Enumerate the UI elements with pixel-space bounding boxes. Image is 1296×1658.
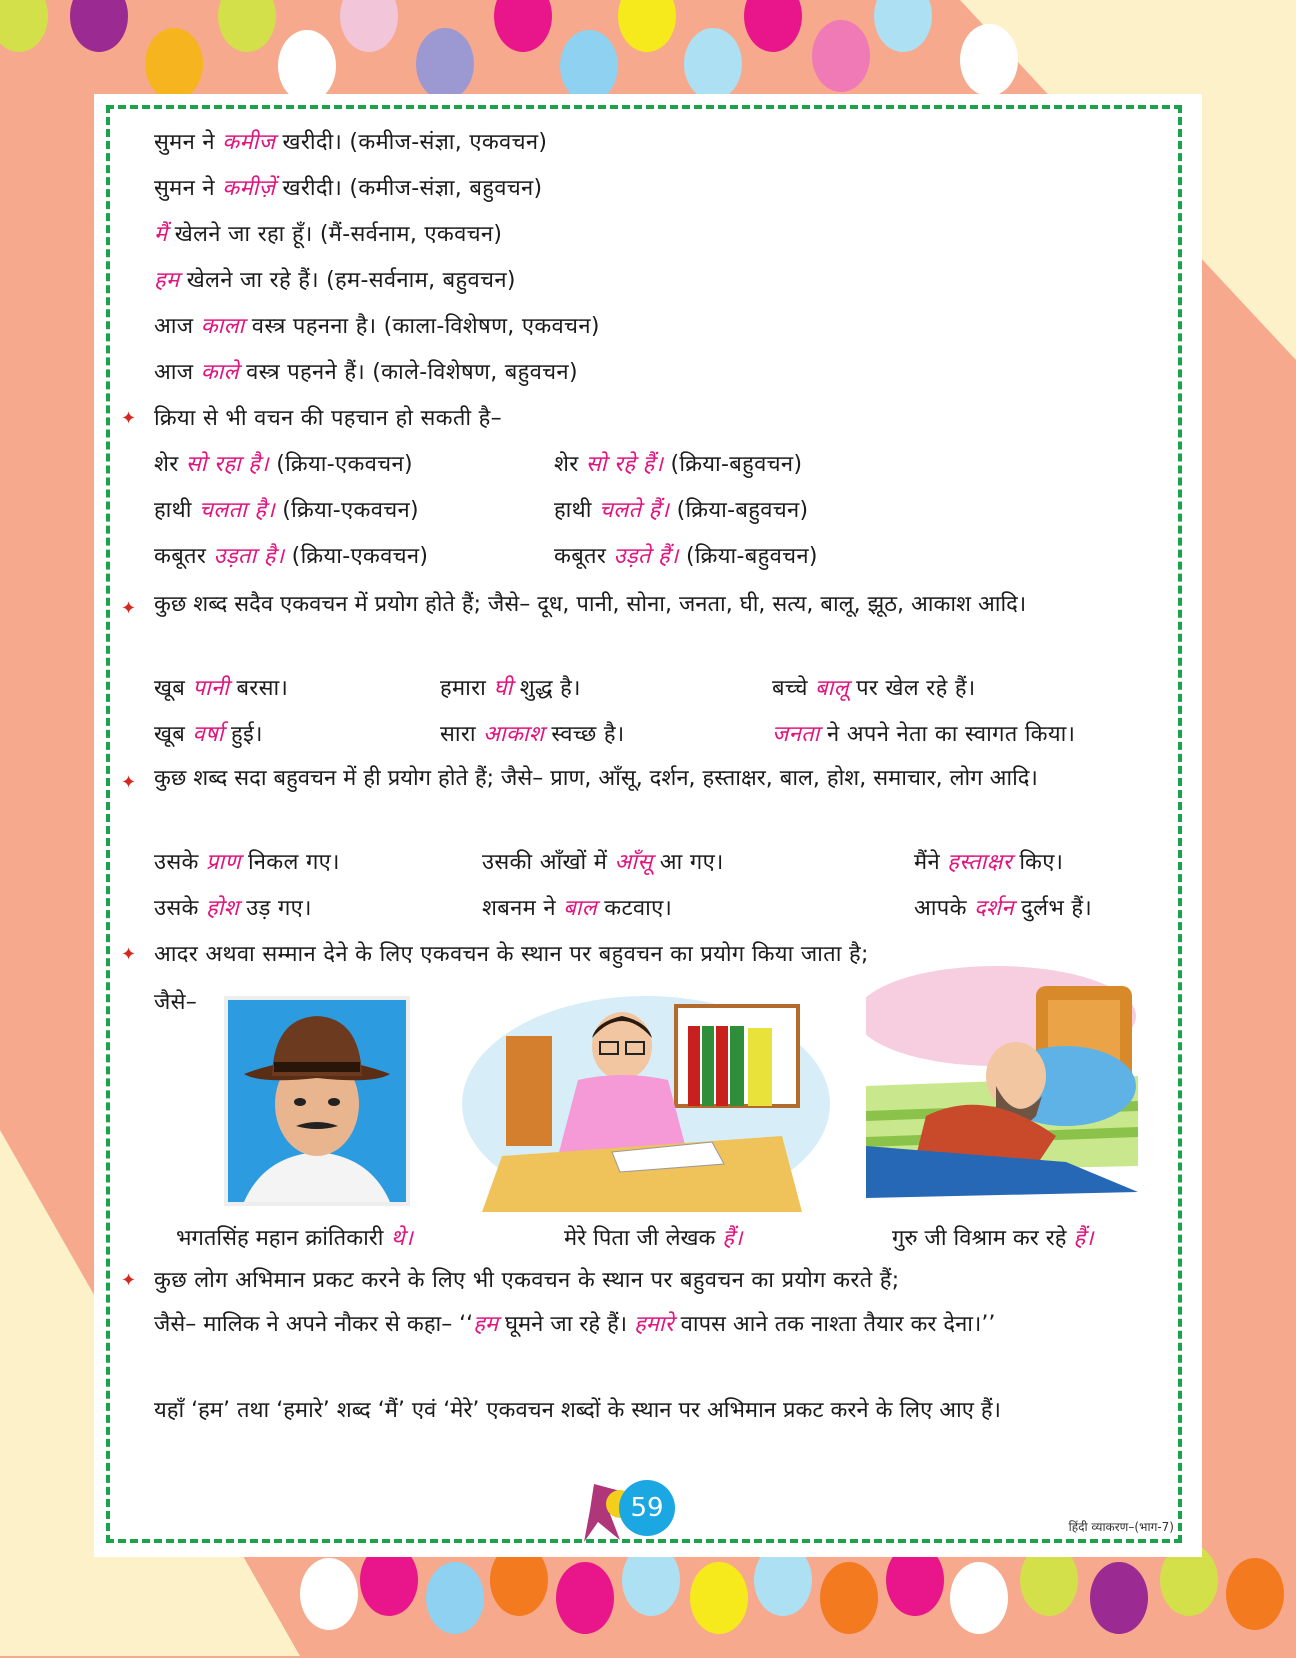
singular-example: सारा आकाश स्वच्छ है। — [440, 722, 625, 747]
example-line: सुमन ने कमीज खरीदी। (कमीज-संज्ञा, एकवचन) — [154, 130, 548, 155]
footer-book-title: हिंदी व्याकरण–(भाग-7) — [1068, 1520, 1174, 1534]
rule-point: आदर अथवा सम्मान देने के लिए एकवचन के स्थान पर बहुवचन का प्रयोग किया जाता है; — [154, 942, 869, 967]
singular-example: खूब वर्षा हुई। — [154, 722, 263, 747]
caption: गुरु जी विश्राम कर रहे हैं। — [892, 1226, 1094, 1251]
bullet-star-icon: ✦ — [121, 772, 137, 793]
plural-example: मैंने हस्ताक्षर किए। — [914, 850, 1064, 875]
page-number: 59 — [619, 1480, 675, 1536]
verb-example: हाथी चलता है। (क्रिया-एकवचन) — [154, 498, 419, 523]
rule-point: कुछ शब्द सदा बहुवचन में ही प्रयोग होते हैं; जैसे– प्राण, आँसू, दर्शन, हस्ताक्षर, बाल, होश, समाचार, लोग आदि। — [154, 766, 1038, 791]
bullet-star-icon: ✦ — [121, 408, 137, 429]
verb-example: कबूतर उड़ता है। (क्रिया-एकवचन) — [154, 544, 429, 569]
example-line: मैं खेलने जा रहा हूँ। (मैं-सर्वनाम, एकवचन) — [154, 222, 503, 247]
singular-example: बच्चे बालू पर खेल रहे हैं। — [772, 676, 976, 701]
singular-example: खूब पानी बरसा। — [154, 676, 289, 701]
guru-sleeping-illustration — [866, 966, 1138, 1206]
rule-point: कुछ शब्द सदैव एकवचन में प्रयोग होते हैं; जैसे– दूध, पानी, सोना, जनता, घी, सत्य, बालू, झूठ, आकाश आदि। — [154, 592, 1027, 617]
example-line: हम खेलने जा रहे हैं। (हम-सर्वनाम, बहुवचन) — [154, 268, 516, 293]
bullet-star-icon: ✦ — [121, 1270, 137, 1291]
plural-example: उसके प्राण निकल गए। — [154, 850, 340, 875]
verb-example: शेर सो रहा है। (क्रिया-एकवचन) — [154, 452, 413, 477]
bullet-star-icon: ✦ — [121, 598, 137, 619]
father-writing-illustration — [462, 986, 830, 1212]
verb-example: शेर सो रहे हैं। (क्रिया-बहुवचन) — [554, 452, 803, 477]
jaise-label: जैसे– — [154, 990, 198, 1015]
example-paragraph: जैसे– मालिक ने अपने नौकर से कहा– ‘‘हम घूमने जा रहे हैं। हमारे वापस आने तक नाश्ता तैयार कर देना।’’ — [154, 1312, 996, 1337]
caption: भगतसिंह महान क्रांतिकारी थे। — [176, 1226, 413, 1251]
verb-example: कबूतर उड़ते हैं। (क्रिया-बहुवचन) — [554, 544, 818, 569]
caption: मेरे पिता जी लेखक हैं। — [564, 1226, 743, 1251]
example-line: सुमन ने कमीज़ें खरीदी। (कमीज-संज्ञा, बहुवचन) — [154, 176, 543, 201]
verb-example: हाथी चलते हैं। (क्रिया-बहुवचन) — [554, 498, 809, 523]
plural-example: उसकी आँखों में आँसू आ गए। — [482, 850, 724, 875]
example-line: आज काले वस्त्र पहनने हैं। (काले-विशेषण, बहुवचन) — [154, 360, 578, 385]
example-line: आज काला वस्त्र पहनना है। (काला-विशेषण, एकवचन) — [154, 314, 600, 339]
singular-example: हमारा घी शुद्ध है। — [440, 676, 581, 701]
plural-example: उसके होश उड़ गए। — [154, 896, 312, 921]
plural-example: शबनम ने बाल कटवाए। — [482, 896, 673, 921]
bullet-star-icon: ✦ — [121, 944, 137, 965]
rule-point: क्रिया से भी वचन की पहचान हो सकती है– — [154, 406, 502, 431]
explanation-paragraph: यहाँ ‘हम’ तथा ‘हमारे’ शब्द ‘मैं’ एवं ‘मेरे’ एकवचन शब्दों के स्थान पर अभिमान प्रकट करने के लिए आए हैं। — [154, 1398, 1001, 1423]
rule-point: कुछ लोग अभिमान प्रकट करने के लिए भी एकवचन के स्थान पर बहुवचन का प्रयोग करते हैं; — [154, 1268, 900, 1293]
plural-example: आपके दर्शन दुर्लभ हैं। — [914, 896, 1093, 921]
singular-example: जनता ने अपने नेता का स्वागत किया। — [772, 722, 1076, 747]
bhagat-singh-portrait — [224, 996, 410, 1206]
